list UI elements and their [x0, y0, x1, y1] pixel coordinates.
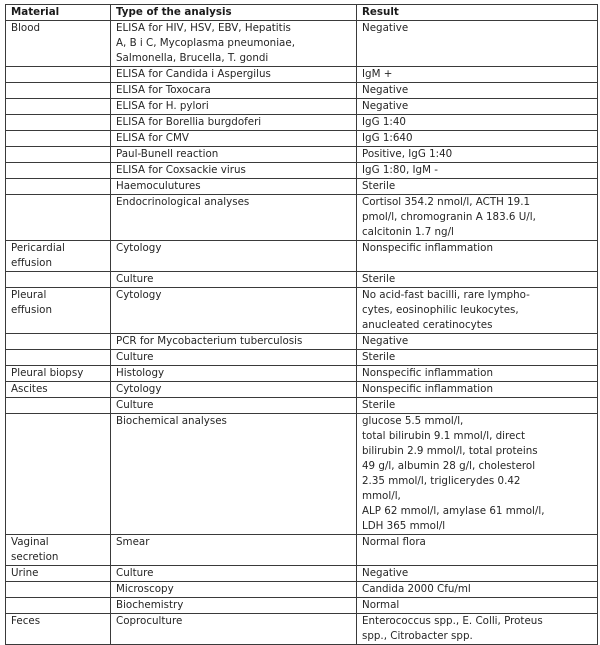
cell-result: Negative	[357, 21, 598, 67]
cell-result: glucose 5.5 mmol/l, total bilirubin 9.1 mmol/l, direct bilirubin 2.9 mmol/l, total proteins 49 g/l, albumin 28 g/l, cholesterol 2.35 mmol/l, triglicerydes 0.42 mmol/l, ALP 62 mmol/l, amylase 61 mmol/l, LDH 365 mmol/l	[357, 414, 598, 535]
cell-material	[6, 398, 111, 414]
table-row	[6, 99, 598, 115]
table-row	[6, 414, 598, 535]
cell-result: Sterile	[357, 350, 598, 366]
table-body	[6, 21, 598, 645]
cell-analysis-type: ELISA for H. pylori	[111, 99, 357, 115]
cell-material	[6, 414, 111, 535]
table-row	[6, 195, 598, 241]
cell-result: IgG 1:40	[357, 115, 598, 131]
cell-result: Sterile	[357, 398, 598, 414]
cell-result: IgG 1:80, IgM -	[357, 163, 598, 179]
cell-result: Normal	[357, 598, 598, 614]
cell-material	[6, 83, 111, 99]
table-row	[6, 241, 598, 272]
header-result: Result	[357, 5, 598, 21]
cell-analysis-type: Histology	[111, 366, 357, 382]
cell-material: Vaginal secretion	[6, 535, 111, 566]
cell-material	[6, 582, 111, 598]
table-row	[6, 334, 598, 350]
cell-material: Pleural biopsy	[6, 366, 111, 382]
cell-material: Blood	[6, 21, 111, 67]
cell-material: Feces	[6, 614, 111, 645]
cell-result: Nonspecific inflammation	[357, 241, 598, 272]
table-row	[6, 288, 598, 334]
cell-material	[6, 334, 111, 350]
header-analysis-type: Type of the analysis	[111, 5, 357, 21]
cell-material	[6, 179, 111, 195]
cell-analysis-type: ELISA for HIV, HSV, EBV, Hepatitis A, B i C, Mycoplasma pneumoniae, Salmonella, Brucella, T. gondi	[111, 21, 357, 67]
cell-analysis-type: ELISA for CMV	[111, 131, 357, 147]
cell-analysis-type: Cytology	[111, 241, 357, 272]
cell-result: Negative	[357, 83, 598, 99]
table-row	[6, 535, 598, 566]
cell-analysis-type: Culture	[111, 566, 357, 582]
cell-analysis-type: ELISA for Toxocara	[111, 83, 357, 99]
cell-analysis-type: Microscopy	[111, 582, 357, 598]
table-row	[6, 272, 598, 288]
cell-analysis-type: ELISA for Borellia burgdoferi	[111, 115, 357, 131]
cell-result: IgG 1:640	[357, 131, 598, 147]
cell-analysis-type: Cytology	[111, 288, 357, 334]
cell-material: Pleural effusion	[6, 288, 111, 334]
cell-result: Sterile	[357, 272, 598, 288]
cell-result: Negative	[357, 334, 598, 350]
cell-result: Nonspecific inflammation	[357, 366, 598, 382]
cell-analysis-type: Cytology	[111, 382, 357, 398]
cell-material	[6, 99, 111, 115]
table-row	[6, 131, 598, 147]
cell-result: IgM +	[357, 67, 598, 83]
cell-material	[6, 67, 111, 83]
cell-analysis-type: Biochemistry	[111, 598, 357, 614]
lab-results-table	[5, 4, 598, 645]
header-material: Material	[6, 5, 111, 21]
table-row	[6, 566, 598, 582]
cell-result: No acid-fast bacilli, rare lympho- cytes, eosinophilic leukocytes, anucleated ceratinocytes	[357, 288, 598, 334]
cell-result: Candida 2000 Cfu/ml	[357, 582, 598, 598]
table-row	[6, 366, 598, 382]
cell-analysis-type: Culture	[111, 398, 357, 414]
cell-material	[6, 147, 111, 163]
cell-material	[6, 115, 111, 131]
cell-material	[6, 272, 111, 288]
cell-result: Normal flora	[357, 535, 598, 566]
cell-material	[6, 195, 111, 241]
table-row	[6, 614, 598, 645]
table-row	[6, 382, 598, 398]
cell-material: Pericardial effusion	[6, 241, 111, 272]
table-row	[6, 83, 598, 99]
cell-analysis-type: Culture	[111, 350, 357, 366]
cell-analysis-type: ELISA for Candida i Aspergilus	[111, 67, 357, 83]
cell-analysis-type: Paul-Bunell reaction	[111, 147, 357, 163]
cell-analysis-type: PCR for Mycobacterium tuberculosis	[111, 334, 357, 350]
cell-analysis-type: ELISA for Coxsackie virus	[111, 163, 357, 179]
header-row	[6, 5, 598, 21]
cell-analysis-type: Biochemical analyses	[111, 414, 357, 535]
cell-result: Nonspecific inflammation	[357, 382, 598, 398]
cell-analysis-type: Culture	[111, 272, 357, 288]
cell-material	[6, 163, 111, 179]
cell-result: Negative	[357, 566, 598, 582]
cell-result: Positive, IgG 1:40	[357, 147, 598, 163]
cell-analysis-type: Haemoculutures	[111, 179, 357, 195]
table-row	[6, 598, 598, 614]
cell-material	[6, 350, 111, 366]
cell-result: Cortisol 354.2 nmol/l, ACTH 19.1 pmol/l, chromogranin A 183.6 U/l, calcitonin 1.7 ng/l	[357, 195, 598, 241]
table-row	[6, 350, 598, 366]
cell-result: Negative	[357, 99, 598, 115]
cell-material	[6, 131, 111, 147]
table-row	[6, 179, 598, 195]
cell-analysis-type: Endocrinological analyses	[111, 195, 357, 241]
table-row	[6, 21, 598, 67]
cell-result: Sterile	[357, 179, 598, 195]
table-row	[6, 398, 598, 414]
cell-material: Ascites	[6, 382, 111, 398]
table-row	[6, 582, 598, 598]
table-row	[6, 163, 598, 179]
cell-analysis-type: Smear	[111, 535, 357, 566]
cell-material: Urine	[6, 566, 111, 582]
cell-analysis-type: Coproculture	[111, 614, 357, 645]
table-row	[6, 115, 598, 131]
cell-material	[6, 598, 111, 614]
cell-result: Enterococcus spp., E. Colli, Proteus spp., Citrobacter spp.	[357, 614, 598, 645]
table-row	[6, 67, 598, 83]
table-row	[6, 147, 598, 163]
